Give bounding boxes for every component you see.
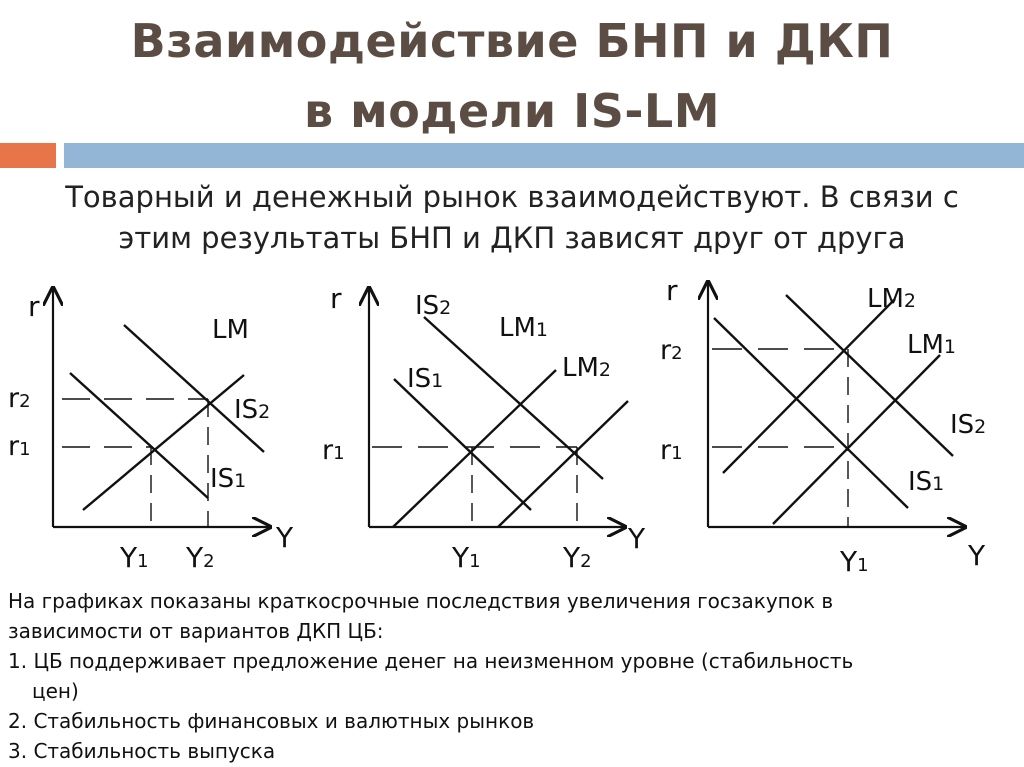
graph-2-tick-y2: Y2	[563, 541, 592, 574]
graph-1-tick-y2: Y2	[186, 541, 215, 574]
graph-3-label-lm2: LM2	[867, 284, 917, 314]
graph-1-axis-r: r	[28, 290, 40, 323]
graph-2-lm2-line	[498, 401, 628, 527]
graph-3-tick-r2: r2	[660, 335, 683, 366]
page-title-line-1: Взаимодействие БНП и ДКП	[130, 14, 894, 68]
notes-line-2: зависимости от вариантов ДКП ЦБ:	[8, 619, 384, 643]
graph-2-axis-r: r	[330, 282, 342, 315]
notes-block	[8, 586, 1018, 766]
graph-2-axis-y: Y	[628, 522, 646, 555]
graph-2-tick-r1: r1	[322, 435, 345, 466]
graph-3-is2-line	[786, 295, 953, 456]
notes-item-3: 3. Стабильность выпуска	[8, 739, 276, 763]
intro-line-1: Товарный и денежный рынок взаимодействуют. В связи с	[65, 180, 959, 214]
graph-2-label-lm2: LM2	[562, 353, 612, 383]
graph-3	[660, 274, 986, 578]
accent-bar-blue	[64, 143, 1024, 168]
accent-bar-orange	[0, 143, 56, 168]
graph-1-label-is1: IS1	[210, 464, 247, 494]
notes-item-1: 1. ЦБ поддерживает предложение денег на неизменном уровне (стабильность	[8, 649, 854, 673]
graph-3-label-lm1: LM1	[907, 330, 957, 360]
graph-3-label-is1: IS1	[908, 467, 945, 497]
graph-3-label-is2: IS2	[950, 410, 987, 440]
graph-1-is1-line	[70, 373, 208, 498]
graph-1-label-lm: LM	[212, 315, 249, 345]
graph-3-lm1-line	[773, 355, 940, 524]
notes-item-1-continuation: цен)	[32, 679, 79, 703]
graph-2-label-is1: IS1	[407, 364, 444, 394]
page-title-line-2: в модели IS-LM	[303, 84, 721, 138]
graph-1	[8, 288, 294, 574]
is-lm-diagrams	[0, 270, 1024, 585]
graph-1-label-is2: IS2	[234, 395, 271, 425]
graph-3-axis-y: Y	[968, 539, 986, 572]
graph-2-label-is2: IS2	[415, 291, 452, 321]
intro-line-2: этим результаты БНП и ДКП зависят друг от друга	[118, 221, 906, 255]
notes-item-2: 2. Стабильность финансовых и валютных рынков	[8, 709, 535, 733]
graph-3-is1-line	[714, 318, 908, 508]
graph-1-tick-r2: r2	[8, 383, 31, 414]
notes-line-1: На графиках показаны краткосрочные последствия увеличения госзакупок в	[8, 589, 834, 613]
graph-1-tick-r1: r1	[8, 431, 31, 462]
graph-2-is1-line	[394, 379, 531, 510]
graph-3-axis-r: r	[666, 274, 678, 307]
graph-1-axis-y: Y	[276, 521, 294, 554]
graph-2-label-lm1: LM1	[499, 313, 549, 343]
graph-2	[322, 282, 646, 574]
graph-3-tick-y1: Y1	[840, 545, 869, 578]
graph-1-tick-y1: Y1	[120, 541, 149, 574]
graph-3-tick-r1: r1	[660, 435, 683, 466]
graph-2-tick-y1: Y1	[452, 541, 481, 574]
